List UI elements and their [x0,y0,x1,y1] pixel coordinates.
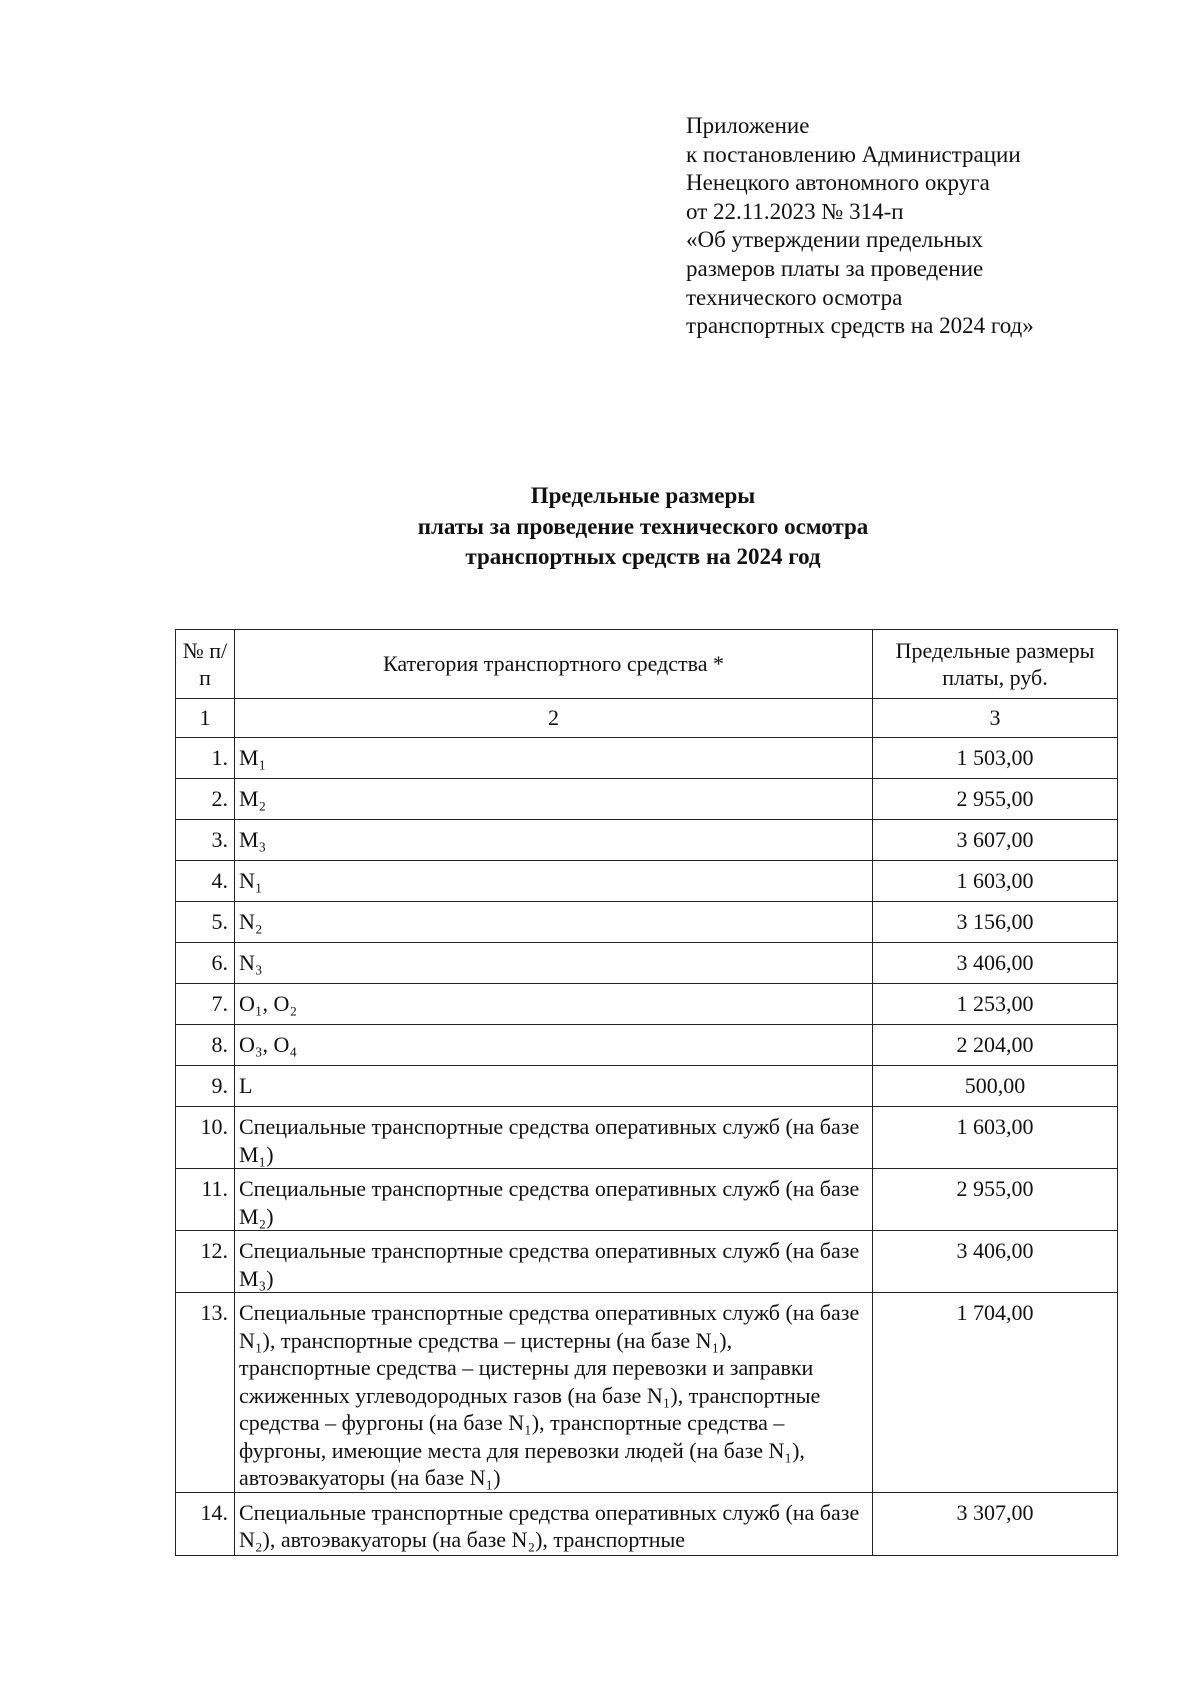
table-row [176,1492,1118,1555]
row-category: N₂ [235,902,873,943]
row-number: 2. [176,779,235,820]
row-number: 6. [176,943,235,984]
appendix-line: Приложение [686,113,810,138]
table-row [176,820,1118,861]
row-number: 7. [176,984,235,1025]
table-row [176,779,1118,820]
appendix-line: транспортных средств на 2024 год» [686,313,1034,339]
row-number: 11. [176,1169,235,1231]
row-category: Специальные транспортные средства оперативных служб (на базе N₂), автоэвакуаторы (на базе N₂), транспортные [235,1492,873,1555]
row-fee: 1 603,00 [873,1107,1118,1169]
table-row [176,738,1118,779]
row-category: M₃ [235,820,873,861]
table-row [176,984,1118,1025]
row-fee: 1 253,00 [873,984,1118,1025]
row-fee: 500,00 [873,1066,1118,1107]
row-category: Специальные транспортные средства оперативных служб (на базе N₁), транспортные средства – цистерны (на базе N₁), транспортные средства – цистерны для перевозки и заправки сжиженных углеводородных газов (на базе N₁), транспортные средства – фургоны (на базе N₁), транспортные средства – фургоны, имеющие места для перевозки людей (на базе N₁), автоэвакуаторы (на базе N₁) [235,1293,873,1493]
table-row [176,1107,1118,1169]
row-fee: 3 406,00 [873,943,1118,984]
table-row [176,902,1118,943]
table-row [176,1066,1118,1107]
column-number: 1 [176,699,235,738]
appendix-line: «Об утверждении предельных [686,227,983,253]
row-number: 9. [176,1066,235,1107]
row-category: M₂ [235,779,873,820]
table-row [176,943,1118,984]
document-title [0,481,1200,573]
table-row [176,1169,1118,1231]
table-row [176,1293,1118,1493]
row-fee: 1 603,00 [873,861,1118,902]
appendix-line: к постановлению Администрации [686,141,1021,167]
row-number: 10. [176,1107,235,1169]
appendix-line: технического осмотра [686,284,903,310]
title-line: платы за проведение технического осмотра [417,513,869,539]
row-number: 5. [176,902,235,943]
row-number: 13. [176,1293,235,1493]
table-header-row [176,630,1118,699]
appendix-line: размеров платы за проведение [686,255,984,281]
row-category: Специальные транспортные средства оперативных служб (на базе M₃) [235,1231,873,1293]
row-fee: 2 204,00 [873,1025,1118,1066]
title-line: Предельные размеры [530,483,756,508]
row-fee: 2 955,00 [873,779,1118,820]
row-category: O₁, O₂ [235,984,873,1025]
appendix-block [686,112,1034,341]
table-body [176,738,1118,1556]
row-fee: 3 406,00 [873,1231,1118,1293]
appendix-line: от 22.11.2023 № 314-п [686,198,904,224]
title-line: транспортных средств на 2024 год [465,544,821,569]
row-category: Специальные транспортные средства оперативных служб (на базе M₂) [235,1169,873,1231]
column-number: 3 [873,699,1118,738]
row-category: O₃, O₄ [235,1025,873,1066]
appendix-line: Ненецкого автономного округа [686,170,990,196]
row-fee: 1 704,00 [873,1293,1118,1493]
header-number: № п/п [176,630,235,699]
table-row [176,1231,1118,1293]
row-number: 1. [176,738,235,779]
row-category: L [235,1066,873,1107]
header-fee: Предельные размеры платы, руб. [873,630,1118,699]
row-number: 3. [176,820,235,861]
row-fee: 2 955,00 [873,1169,1118,1231]
column-numbers-row [176,699,1118,738]
header-category: Категория транспортного средства * [235,630,873,699]
table-row [176,1025,1118,1066]
row-category: N₃ [235,943,873,984]
row-fee: 1 503,00 [873,738,1118,779]
row-number: 4. [176,861,235,902]
row-number: 12. [176,1231,235,1293]
row-fee: 3 607,00 [873,820,1118,861]
row-fee: 3 156,00 [873,902,1118,943]
fees-table [175,629,1118,1556]
row-number: 14. [176,1492,235,1555]
column-number: 2 [235,699,873,738]
table-row [176,861,1118,902]
row-number: 8. [176,1025,235,1066]
row-category: N₁ [235,861,873,902]
row-fee: 3 307,00 [873,1492,1118,1555]
row-category: M₁ [235,738,873,779]
row-category: Специальные транспортные средства оперативных служб (на базе M₁) [235,1107,873,1169]
